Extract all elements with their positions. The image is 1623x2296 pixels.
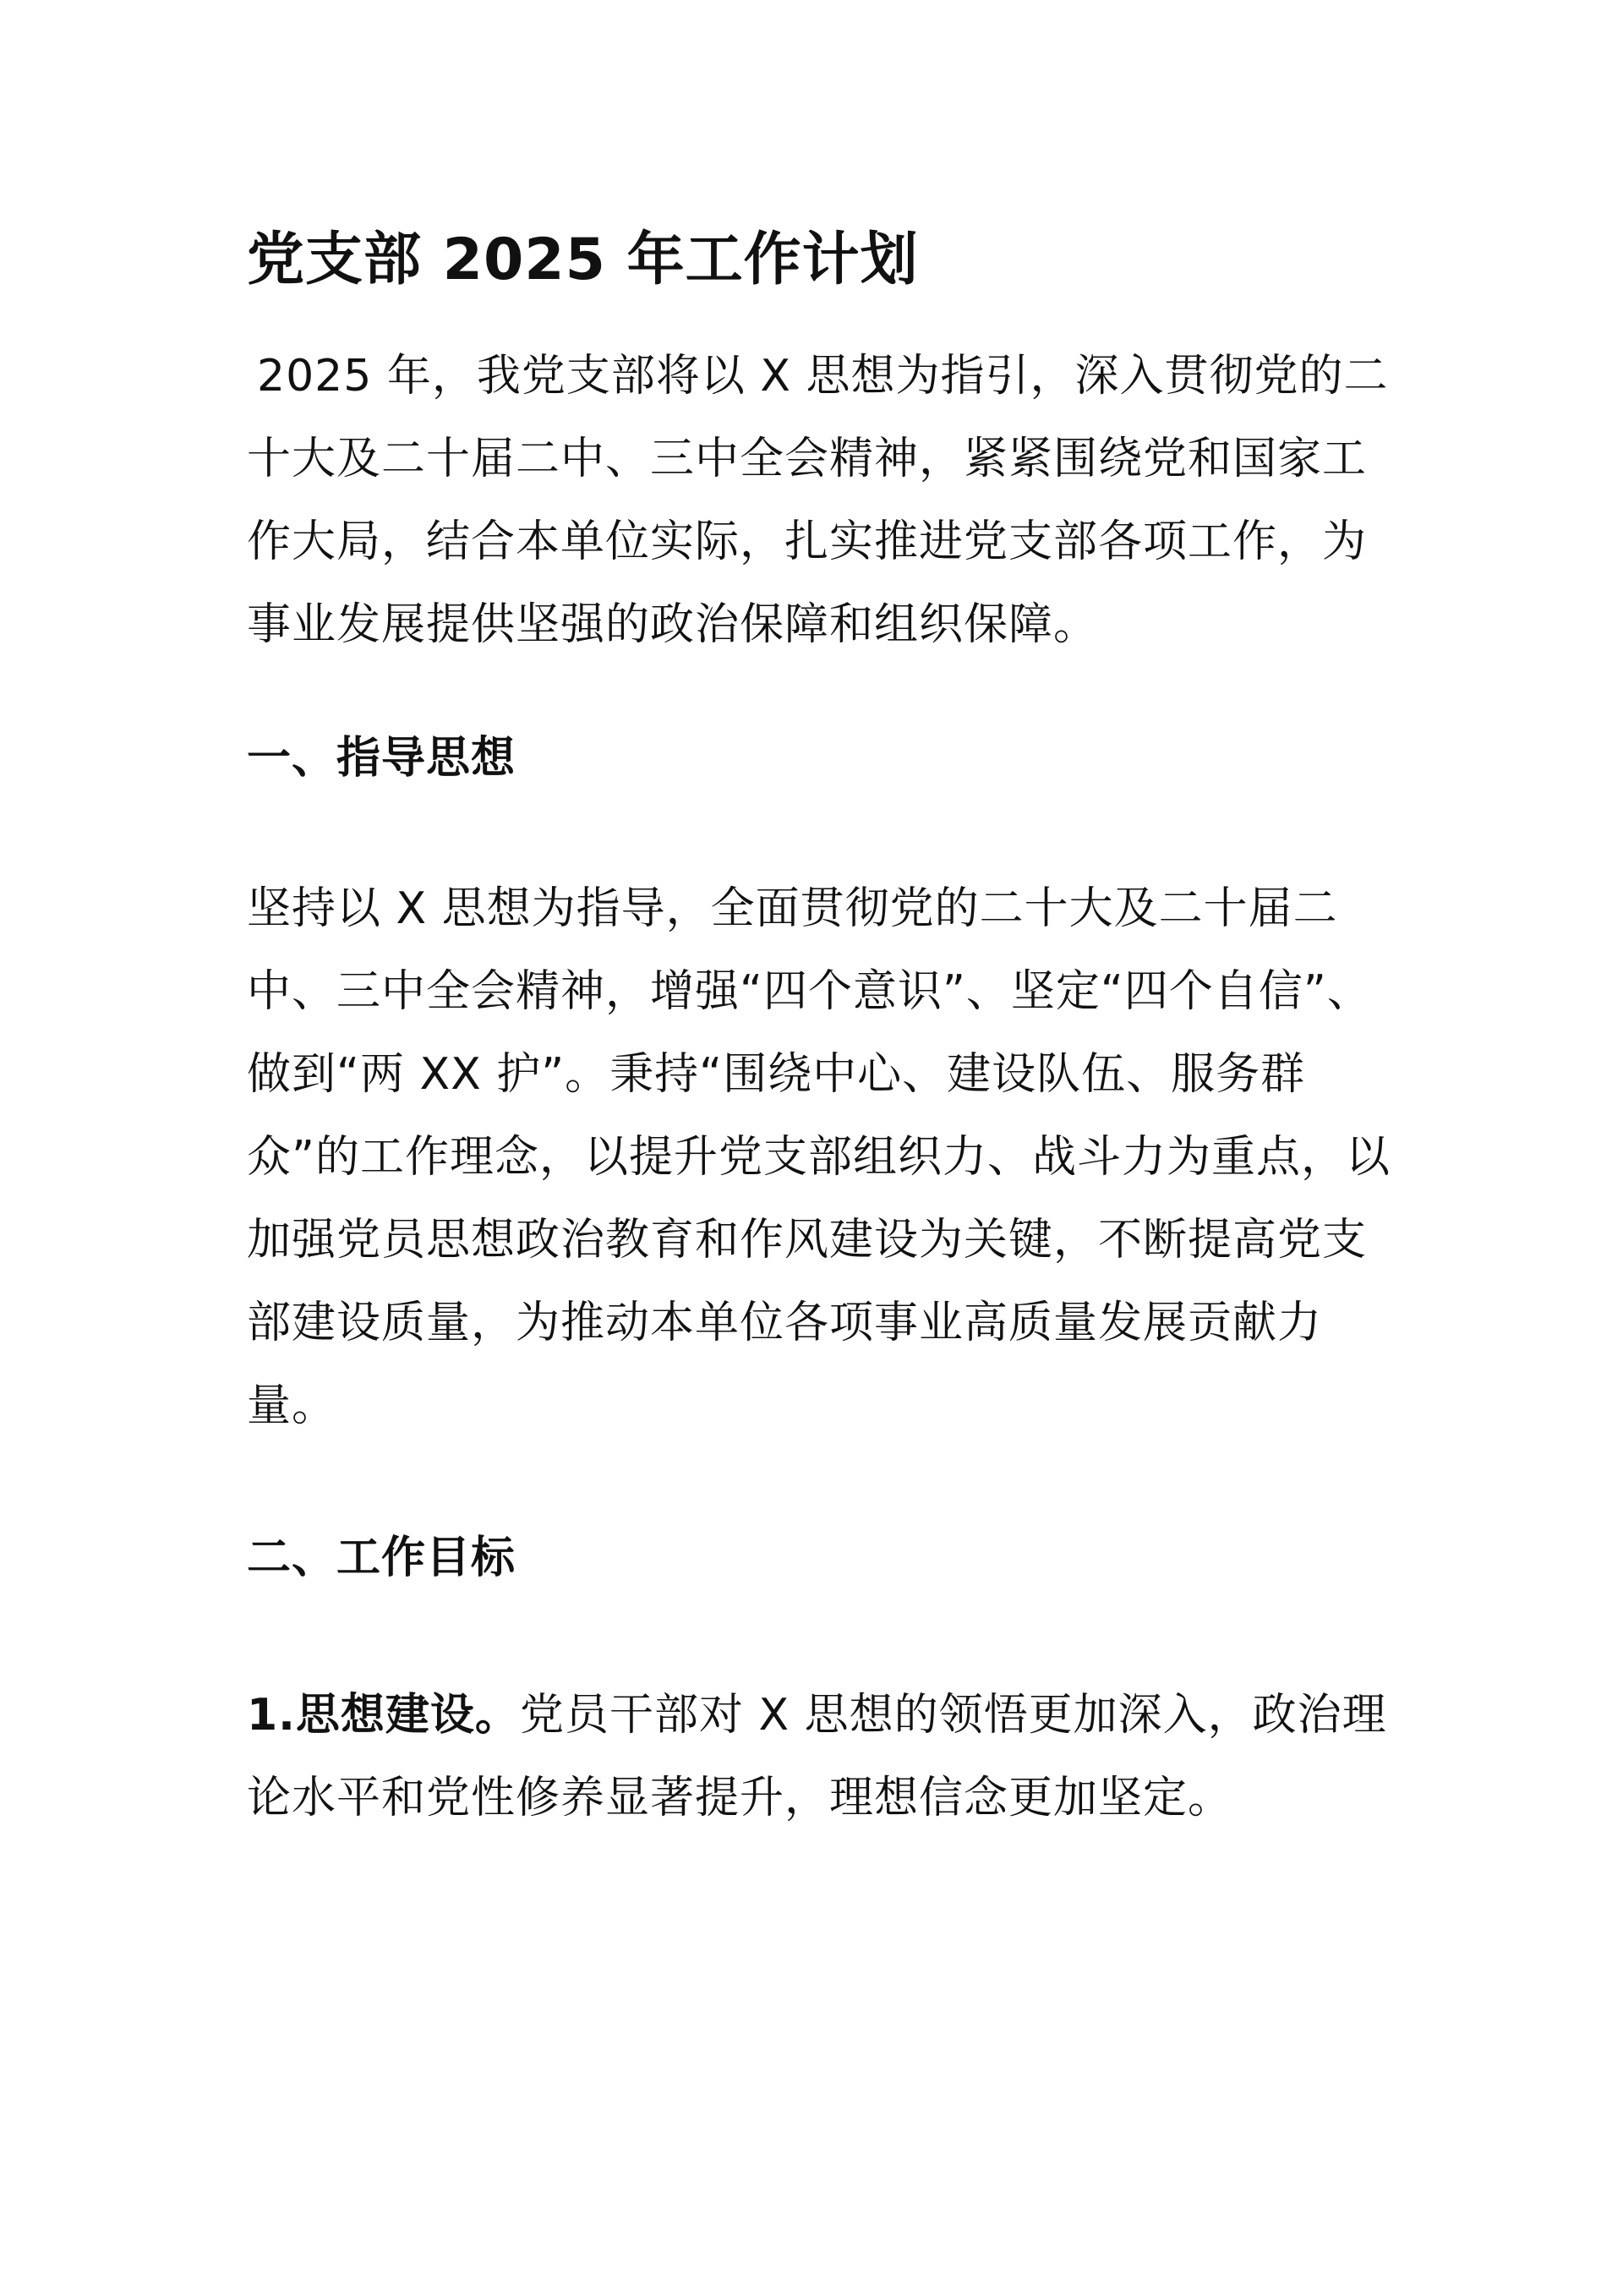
section-heading-guiding-ideology: 一、指导思想 (247, 733, 516, 784)
document-body (247, 220, 1396, 1840)
work-goal-item-text: 党员干部对 X 思想的领悟更加深入，政治理论水平和党性修养显著提升，理想信念更加坚定。 (247, 1690, 1387, 1823)
work-goal-item-ideological (247, 1674, 1396, 1840)
section-heading-work-goals: 二、工作目标 (247, 1533, 516, 1583)
work-goal-item-lead: 1.思想建设。 (247, 1690, 520, 1741)
document-title: 党支部 2025 年工作计划 (247, 227, 919, 293)
intro-paragraph: 2025 年，我党支部将以 X 思想为指引，深入贯彻党的二十大及二十届二中、三中全会精神，紧紧围绕党和国家工作大局，结合本单位实际，扎实推进党支部各项工作，为事业发展提供坚强的政治保障和组织保障。 (247, 351, 1389, 650)
guiding-ideology-paragraph: 坚持以 X 思想为指导，全面贯彻党的二十大及二十届二中、三中全会精神，增强“四个意识”、坚定“四个自信”、做到“两 XX 护”。秉持“围绕中心、建设队伍、服务群众”的工作理念，以提升党支部组织力、战斗力为重点，以加强党员思想政治教育和作风建设为关键，不断提高党支部建设质量，为推动本单位各项事业高质量发展贡献力量。 (247, 883, 1391, 1431)
